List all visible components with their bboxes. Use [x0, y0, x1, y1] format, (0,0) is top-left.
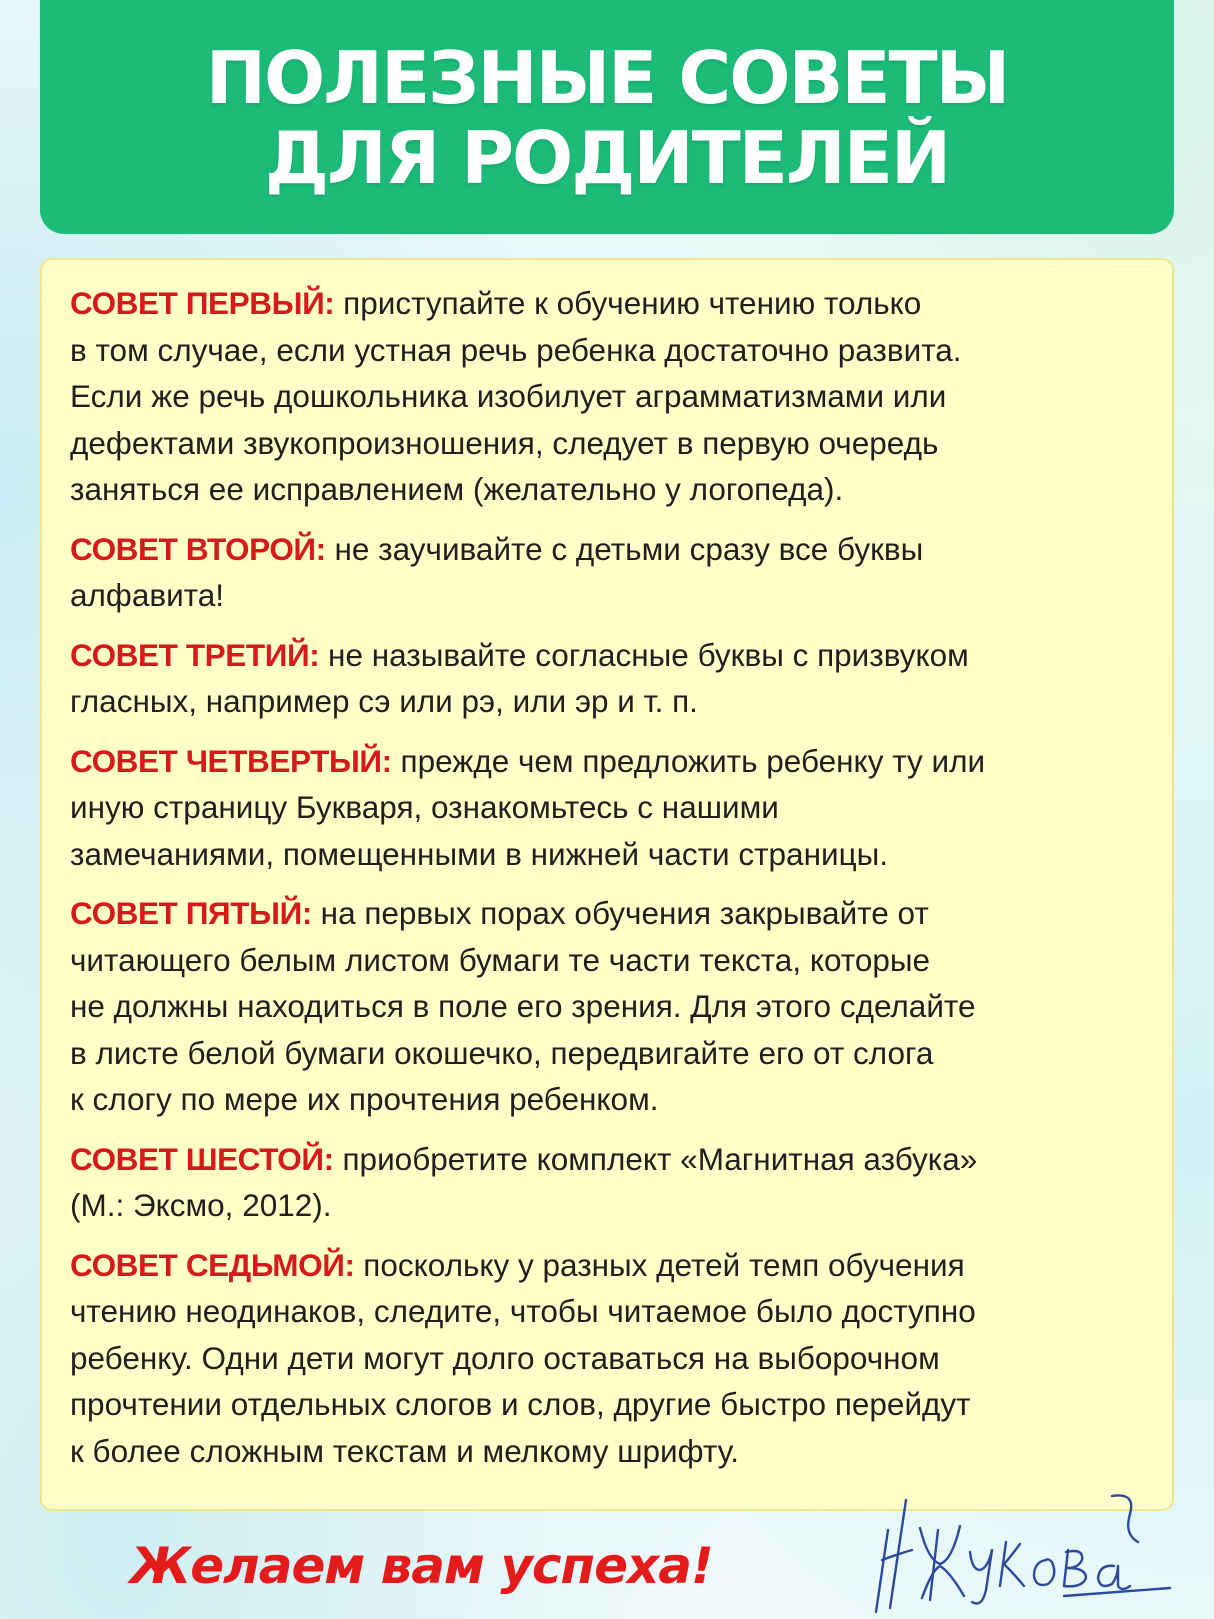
tip-text: не называйте согласные буквы с призвуком — [319, 636, 969, 673]
tip-text: приобретите комплект «Магнитная азбука» — [333, 1140, 978, 1177]
tip-label: СОВЕТ ЧЕТВЕРТЫЙ: — [70, 742, 392, 779]
tip-text: иную страницу Букваря, ознакомьтесь с нашими — [70, 789, 779, 825]
tip-item — [70, 632, 1144, 725]
tip-label: СОВЕТ ТРЕТИЙ: — [70, 636, 320, 673]
tip-text: на первых порах обучения закрывайте от — [311, 895, 929, 931]
tip-label: СОВЕТ ВТОРОЙ: — [70, 530, 326, 567]
tip-text: поскольку у разных детей темп обучения — [354, 1246, 965, 1283]
tip-text: гласных, например сэ или рэ, или эр и т. п. — [70, 683, 698, 719]
tip-text: не должны находиться в поле его зрения. Для этого сделайте — [70, 988, 976, 1024]
tip-item — [70, 1242, 1144, 1475]
tip-text: алфавита! — [70, 577, 225, 613]
tip-label: СОВЕТ ПЯТЫЙ: — [70, 895, 312, 931]
tip-item — [70, 1136, 1144, 1229]
tip-text: Если же речь дошкольника изобилует аграмматизмами или — [70, 378, 947, 414]
tip-text: дефектами звукопроизношения, следует в первую очередь — [70, 424, 939, 461]
page-title-line-2: ДЛЯ РОДИТЕЛЕЙ — [264, 116, 950, 200]
tip-item — [70, 738, 1144, 878]
tip-text: ребенку. Одни дети могут долго оставаться на выборочном — [70, 1339, 940, 1376]
tip-text: в листе белой бумаги окошечко, передвигайте его от слога — [70, 1034, 934, 1071]
page-title-line-1: ПОЛЕЗНЫЕ СОВЕТЫ — [205, 36, 1009, 120]
tip-item — [70, 526, 1144, 619]
tips-panel — [40, 258, 1174, 1511]
tip-text: к более сложным текстам и мелкому шрифту. — [70, 1432, 739, 1469]
tip-text: к слогу по мере их прочтения ребенком. — [70, 1081, 659, 1117]
signature-icon — [868, 1490, 1178, 1615]
tip-text: чтению неодинаков, следите, чтобы читаемое было доступно — [70, 1293, 976, 1329]
tip-text: читающего белым листом бумаги те части текста, которые — [70, 941, 931, 978]
tip-text: (М.: Эксмо, 2012). — [70, 1187, 332, 1223]
tip-label: СОВЕТ ШЕСТОЙ: — [70, 1140, 334, 1177]
tip-item — [70, 280, 1144, 513]
tip-text: в том случае, если устная речь ребенка достаточно развита. — [70, 331, 962, 368]
tip-item — [70, 890, 1144, 1123]
tip-text: приступайте к обучению чтению только — [334, 285, 922, 321]
tip-text: заняться ее исправлением (желательно у логопеда). — [70, 471, 844, 507]
tip-text: замечаниями, помещенными в нижней части страницы. — [70, 835, 889, 872]
tip-label: СОВЕТ СЕДЬМОЙ: — [70, 1246, 355, 1283]
tip-text: не заучивайте с детьми сразу все буквы — [325, 530, 924, 567]
tip-text: прежде чем предложить ребенку ту или — [391, 742, 986, 779]
title-banner — [40, 0, 1174, 234]
tip-label: СОВЕТ ПЕРВЫЙ: — [70, 285, 335, 321]
closing-wish: Желаем вам успеха! — [130, 1537, 713, 1595]
tip-text: прочтении отдельных слогов и слов, другие быстро перейдут — [70, 1386, 971, 1422]
